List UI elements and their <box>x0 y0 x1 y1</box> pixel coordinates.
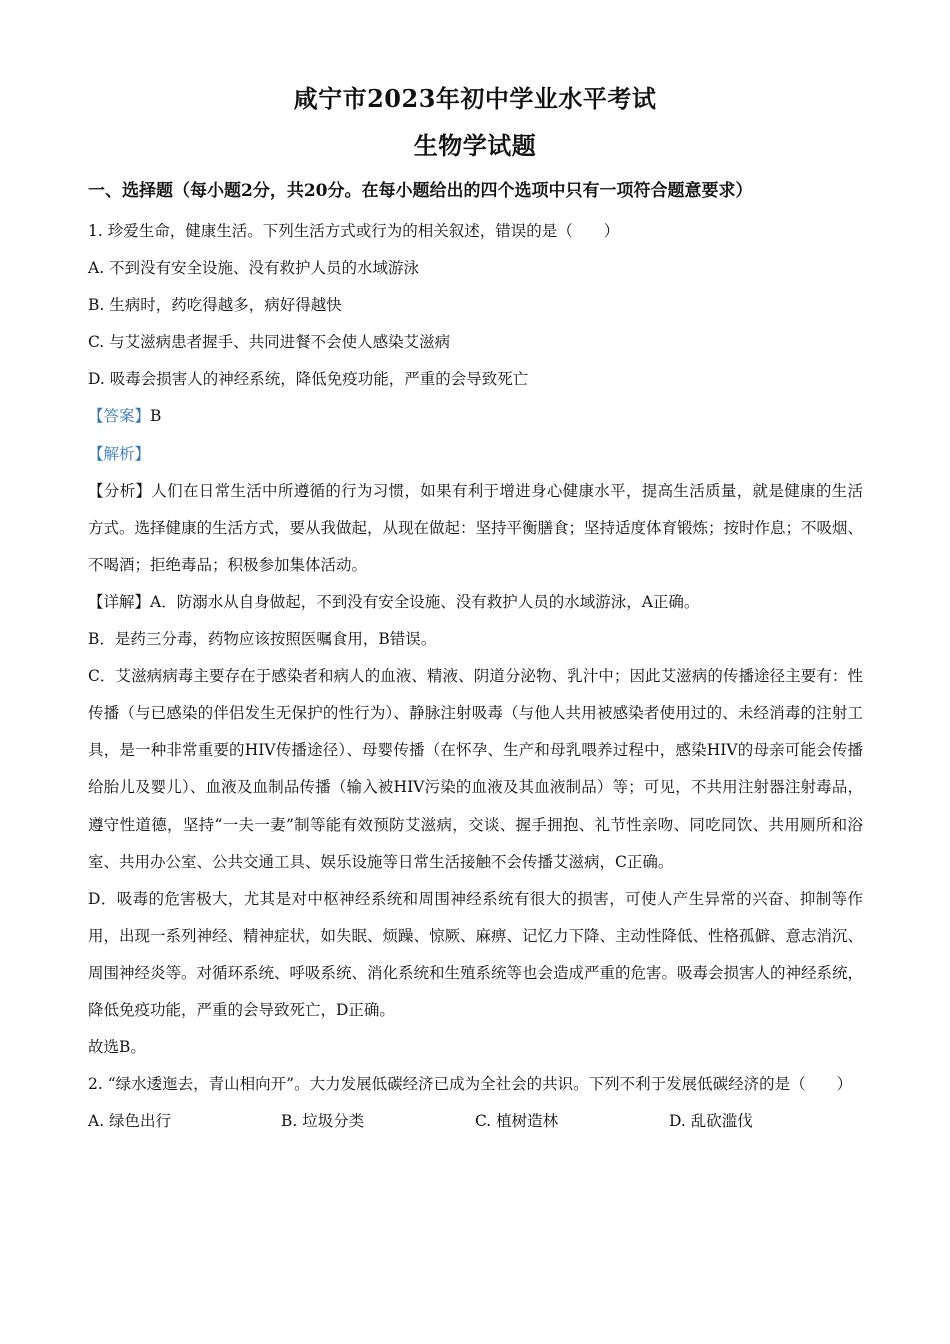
exam-title: 咸宁市2023年初中学业水平考试 <box>293 84 657 113</box>
analysis-text: 人们在日常生活中所遵循的行为习惯，如果有利于增进身心健康水平，提高生活质量，就是健康的生活方式。选择健康的生活方式，要从我做起，从现在做起：坚持平衡膳食；坚持适度体育锻炼；按时作息；不吸烟、不喝酒；拒绝毒品；积极参加集体活动。 <box>88 481 864 574</box>
q1-stem: 1. 珍爱生命，健康生活。下列生活方式或行为的相关叙述，错误的是（ ） <box>88 222 620 240</box>
analysis-tag: 【解析】 <box>88 444 151 463</box>
q1-option-d: D. 吸毒会损害人的神经系统，降低免疫功能，严重的会导致死亡 <box>88 370 529 389</box>
answer-value: B <box>150 407 162 426</box>
detail-label: 【详解】 <box>88 592 151 611</box>
q1-detail-a <box>88 584 863 621</box>
answer-tag: 【答案】 <box>88 407 151 426</box>
q2-stem: 2. “绿水逶迤去，青山相向开”。大力发展低碳经济已成为全社会的共识。下列不利于发展低碳经济的是（ ） <box>88 1075 853 1094</box>
q1-option-c: C. 与艾滋病患者握手、共同进餐不会使人感染艾滋病 <box>88 333 451 352</box>
q2-option-a: A. 绿色出行 <box>88 1112 172 1131</box>
detail-a-text: A．防溺水从自身做起，不到没有安全设施、没有救护人员的水域游泳，A正确。 <box>150 592 700 611</box>
q1-option-b: B. 生病时，药吃得越多，病好得越快 <box>88 296 342 315</box>
question-content <box>88 213 863 1140</box>
q1-analysis-line <box>88 436 863 473</box>
q1-detail-d: D．吸毒的危害极大，尤其是对中枢神经系统和周围神经系统有很大的损害，可使人产生异常的兴奋、抑制等作用，出现一系列神经、精神症状，如失眠、烦躁、惊厥、麻痹、记忆力下降、主动性降低、性格孤僻、意志消沉、周围神经炎等。对循环系统、呼吸系统、消化系统和生殖系统等也会造成严重的危害。吸毒会损害人的神经系统，降低免疫功能，严重的会导致死亡，D正确。 <box>88 889 864 1019</box>
q1-option-a: A. 不到没有安全设施、没有救护人员的水域游泳 <box>88 259 420 278</box>
q1-analysis-paragraph <box>88 473 863 584</box>
q1-conclusion: 故选B。 <box>88 1038 146 1057</box>
analysis-label: 【分析】 <box>88 481 152 500</box>
exam-subtitle: 生物学试题 <box>413 131 537 160</box>
q1-answer-line <box>88 398 863 435</box>
section-heading: 一、选择题（每小题2分，共20分。在每小题给出的四个选项中只有一项符合题意要求） <box>88 181 753 201</box>
q2-option-d: D. 乱砍滥伐 <box>669 1112 753 1131</box>
q2-option-b: B. 垃圾分类 <box>281 1112 365 1131</box>
q2-option-c: C. 植树造林 <box>475 1112 559 1131</box>
q2-options <box>88 1103 863 1140</box>
q1-detail-c: C．艾滋病病毒主要存在于感染者和病人的血液、精液、阴道分泌物、乳汁中；因此艾滋病的传播途径主要有：性传播（与已感染的伴侣发生无保护的性行为）、静脉注射吸毒（与他人共用被感染者使用过的、未经消毒的注射工具，是一种非常重要的HIV传播途径）、母婴传播（在怀孕、生产和母乳喂养过程中，感染HIV的母亲可能会传播给胎儿及婴儿）、血液及血制品传播（输入被HIV污染的血液及其血液制品）等；可见，不共用注射器注射毒品，遵守性道德，坚持“一夫一妻”制等能有效预防艾滋病，交谈、握手拥抱、礼节性亲吻、同吃同饮、共用厕所和浴室、共用办公室、公共交通工具、娱乐设施等日常生活接触不会传播艾滋病，C正确。 <box>88 667 863 871</box>
q1-detail-b: B．是药三分毒，药物应该按照医嘱食用，B错误。 <box>88 630 437 649</box>
